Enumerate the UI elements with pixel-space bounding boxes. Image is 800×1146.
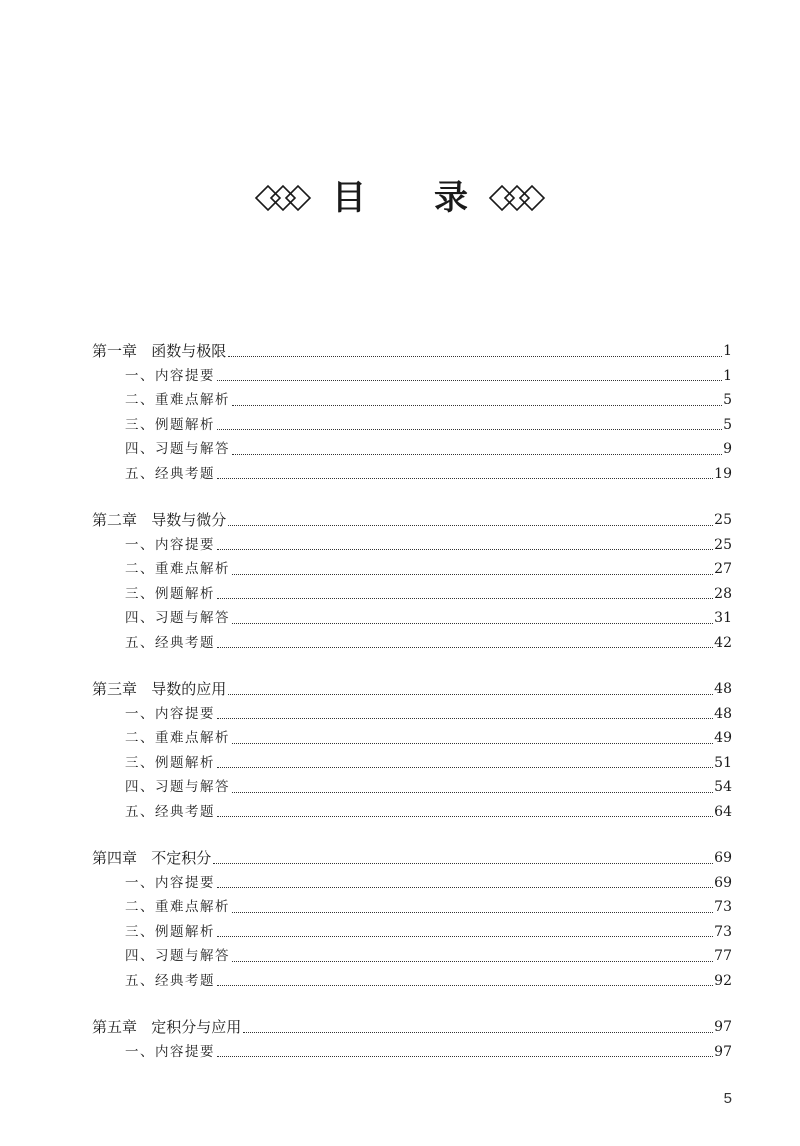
page-ref: 31 — [714, 610, 732, 626]
section-title: 一、内容提要 — [125, 536, 215, 553]
page-ref: 9 — [723, 441, 732, 457]
page-ref: 69 — [714, 850, 732, 866]
toc-section-entry[interactable] — [92, 800, 732, 825]
page-ref: 54 — [714, 779, 732, 795]
dot-leader — [217, 549, 713, 550]
chapter-1 — [92, 339, 732, 486]
dot-leader — [232, 454, 722, 455]
page-ref: 73 — [714, 899, 732, 915]
section-title: 一、内容提要 — [125, 705, 215, 722]
heading-char-2: 录 — [434, 178, 468, 218]
dot-leader — [217, 1056, 713, 1057]
section-title: 二、重难点解析 — [125, 392, 230, 408]
heading-char-1: 目 — [332, 178, 366, 218]
dot-leader — [243, 1032, 713, 1033]
page-ref: 1 — [723, 367, 732, 384]
toc-chapter-entry[interactable] — [92, 846, 732, 871]
toc-section-entry[interactable] — [92, 462, 732, 487]
page-ref: 5 — [723, 416, 732, 433]
toc-section-entry[interactable] — [92, 582, 732, 607]
section-title: 五、经典考题 — [125, 803, 215, 820]
dot-leader — [232, 792, 713, 793]
chapter-title: 第一章 函数与极限 — [92, 342, 227, 360]
page-ref: 5 — [723, 392, 732, 408]
section-title: 四、习题与解答 — [125, 948, 230, 964]
toc-section-entry[interactable] — [92, 533, 732, 558]
toc-section-entry[interactable] — [92, 606, 732, 631]
toc-section-entry[interactable] — [92, 920, 732, 945]
dot-leader — [217, 429, 722, 430]
toc-section-entry[interactable] — [92, 437, 732, 462]
section-title: 一、内容提要 — [125, 1043, 215, 1060]
toc-section-entry[interactable] — [92, 895, 732, 920]
dot-leader — [217, 718, 713, 719]
toc-section-entry[interactable] — [92, 775, 732, 800]
dot-leader — [232, 405, 722, 406]
dot-leader — [217, 478, 713, 479]
chapter-3 — [92, 677, 732, 824]
page-ref: 28 — [714, 585, 732, 602]
dot-leader — [228, 525, 713, 526]
page-number: 5 — [723, 1090, 732, 1107]
dot-leader — [232, 623, 713, 624]
toc-section-entry[interactable] — [92, 631, 732, 656]
section-title: 三、例题解析 — [125, 585, 215, 602]
section-title: 五、经典考题 — [125, 972, 215, 989]
chapter-4 — [92, 846, 732, 993]
toc-section-entry[interactable] — [92, 969, 732, 994]
dot-leader — [217, 936, 713, 937]
dot-leader — [217, 985, 713, 986]
dot-leader — [232, 574, 713, 575]
section-title: 二、重难点解析 — [125, 899, 230, 915]
dot-leader — [232, 743, 713, 744]
page-ref: 42 — [714, 634, 732, 651]
section-title: 四、习题与解答 — [125, 610, 230, 626]
table-of-contents — [92, 339, 732, 1086]
toc-section-entry[interactable] — [92, 413, 732, 438]
chapter-5 — [92, 1015, 732, 1064]
toc-chapter-entry[interactable] — [92, 677, 732, 702]
chapter-2 — [92, 508, 732, 655]
page-ref: 51 — [714, 754, 732, 771]
toc-heading — [0, 168, 800, 228]
page-ref: 27 — [714, 561, 732, 577]
section-title: 二、重难点解析 — [125, 561, 230, 577]
section-title: 三、例题解析 — [125, 416, 215, 433]
dot-leader — [217, 647, 713, 648]
page-ref: 73 — [714, 923, 732, 940]
chapter-title: 第二章 导数与微分 — [92, 511, 227, 529]
toc-chapter-entry[interactable] — [92, 339, 732, 364]
chapter-title: 第五章 定积分与应用 — [92, 1018, 242, 1036]
section-title: 五、经典考题 — [125, 634, 215, 651]
dot-leader — [228, 694, 713, 695]
dot-leader — [232, 912, 713, 913]
section-title: 五、经典考题 — [125, 465, 215, 482]
dot-leader — [232, 961, 713, 962]
toc-section-entry[interactable] — [92, 944, 732, 969]
page-ref: 25 — [714, 536, 732, 553]
page-ref: 19 — [714, 465, 732, 482]
toc-section-entry[interactable] — [92, 557, 732, 582]
page-ref: 92 — [714, 972, 732, 989]
diamond-ornament-right-icon — [488, 184, 546, 212]
page-ref: 25 — [714, 512, 732, 528]
dot-leader — [213, 863, 713, 864]
section-title: 四、习题与解答 — [125, 779, 230, 795]
page-ref: 97 — [714, 1019, 732, 1035]
dot-leader — [217, 598, 713, 599]
section-title: 一、内容提要 — [125, 874, 215, 891]
dot-leader — [217, 767, 713, 768]
page-ref: 64 — [714, 803, 732, 820]
page-ref: 1 — [723, 343, 732, 359]
toc-section-entry[interactable] — [92, 702, 732, 727]
page-ref: 69 — [714, 874, 732, 891]
toc-section-entry[interactable] — [92, 364, 732, 389]
toc-section-entry[interactable] — [92, 751, 732, 776]
dot-leader — [217, 887, 713, 888]
section-title: 四、习题与解答 — [125, 441, 230, 457]
toc-chapter-entry[interactable] — [92, 508, 732, 533]
toc-section-entry[interactable] — [92, 871, 732, 896]
section-title: 三、例题解析 — [125, 754, 215, 771]
page-ref: 97 — [714, 1043, 732, 1060]
page-ref: 48 — [714, 705, 732, 722]
toc-chapter-entry[interactable] — [92, 1015, 732, 1040]
toc-section-entry[interactable] — [92, 726, 732, 751]
chapter-title: 第四章 不定积分 — [92, 849, 212, 867]
dot-leader — [217, 380, 722, 381]
toc-section-entry[interactable] — [92, 388, 732, 413]
page-ref: 48 — [714, 681, 732, 697]
toc-section-entry[interactable] — [92, 1040, 732, 1065]
dot-leader — [228, 356, 722, 357]
page-ref: 77 — [714, 948, 732, 964]
section-title: 一、内容提要 — [125, 367, 215, 384]
section-title: 三、例题解析 — [125, 923, 215, 940]
page-ref: 49 — [714, 730, 732, 746]
chapter-title: 第三章 导数的应用 — [92, 680, 227, 698]
dot-leader — [217, 816, 713, 817]
diamond-ornament-left-icon — [254, 184, 312, 212]
section-title: 二、重难点解析 — [125, 730, 230, 746]
